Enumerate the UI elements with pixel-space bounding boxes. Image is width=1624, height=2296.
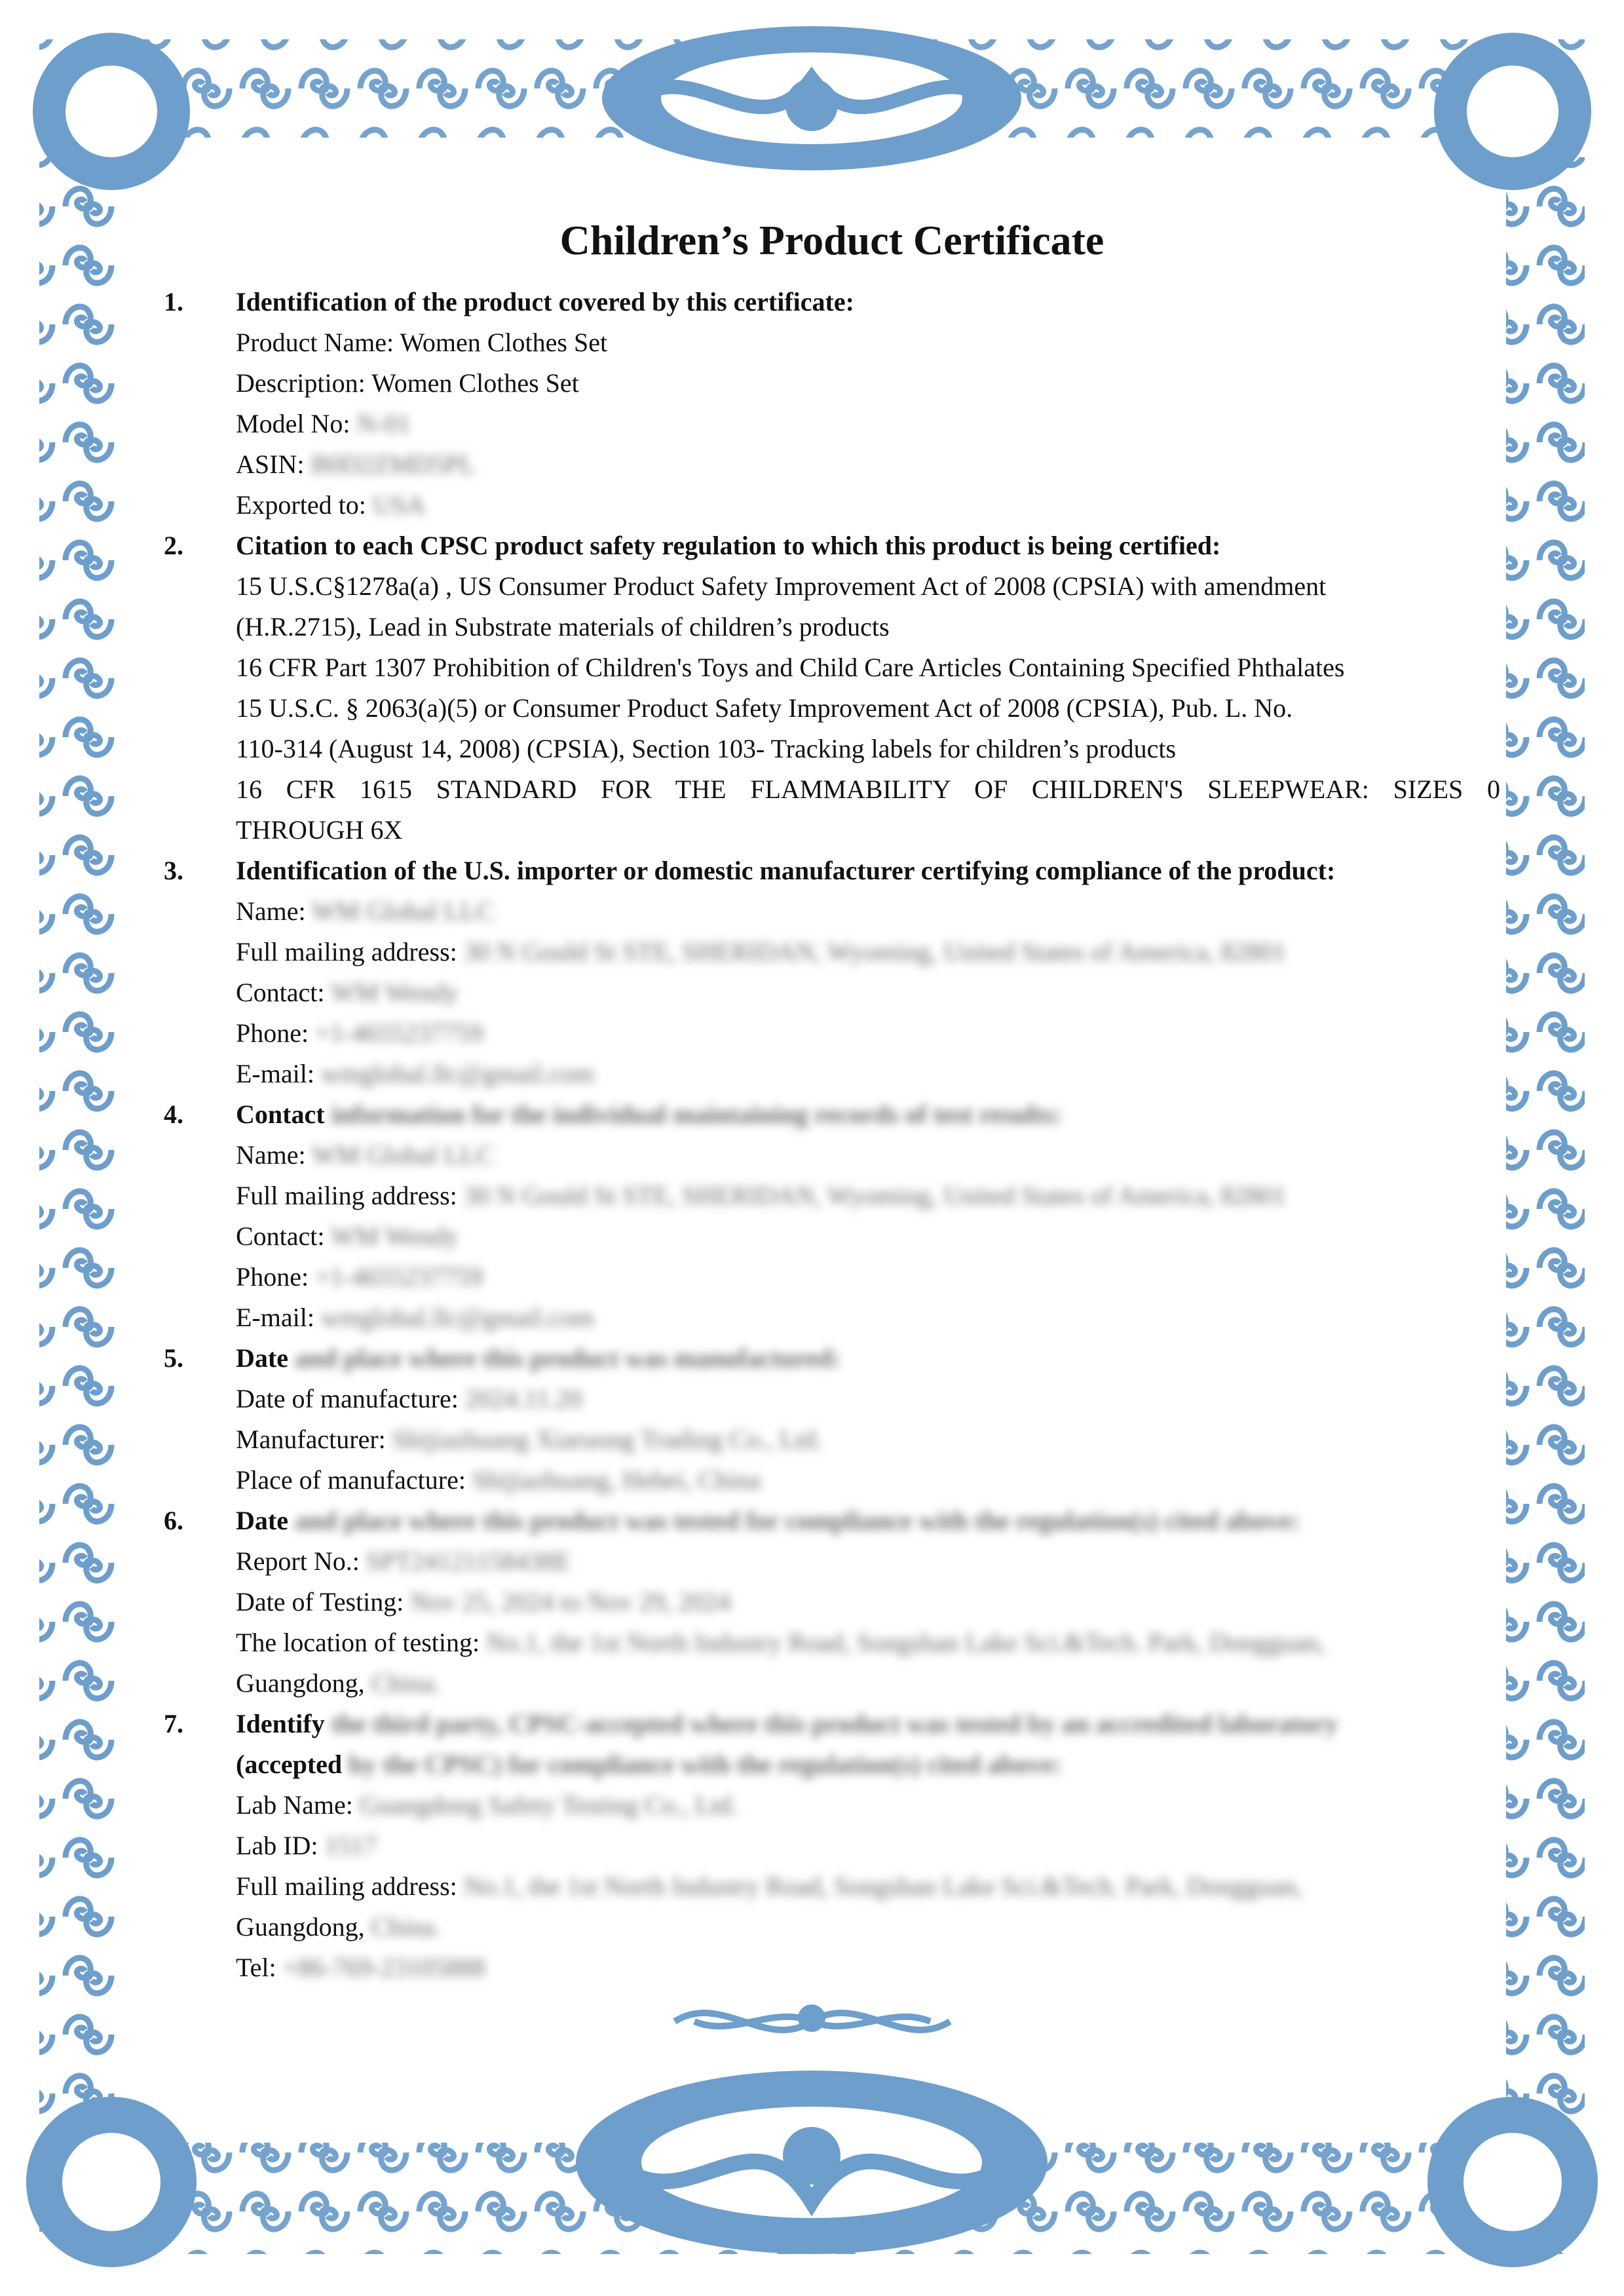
section-line xyxy=(236,566,1500,607)
section-line xyxy=(236,363,1500,404)
heading-text: Date xyxy=(236,1343,288,1373)
redacted-heading-text: by the CPSC) for compliance with the regulation(s) cited above: xyxy=(349,1750,1062,1779)
redacted-value: Shijiazhuang, Hebei, China xyxy=(472,1465,761,1495)
redacted-value: USA xyxy=(372,490,425,520)
line-label: Lab ID: xyxy=(236,1831,318,1860)
section-number: 7. xyxy=(164,1709,183,1738)
section-line xyxy=(236,607,1500,647)
redacted-value: +86-769-23105888 xyxy=(282,1953,485,1982)
section-heading xyxy=(236,526,1500,566)
heading-text: Contact xyxy=(236,1100,325,1129)
redacted-value: WM Wendy xyxy=(330,978,459,1007)
heading-text: Identification of the U.S. importer or domestic manufacturer certifying compliance of the product: xyxy=(236,856,1336,885)
section-line xyxy=(236,891,1500,932)
section-line xyxy=(236,972,1500,1013)
redacted-value: WM Wendy xyxy=(330,1221,459,1251)
line-label: Guangdong, xyxy=(236,1912,365,1942)
certificate-title: Children’s Product Certificate xyxy=(559,217,1105,263)
section-line xyxy=(236,769,1500,810)
section-line xyxy=(236,322,1500,363)
section-line xyxy=(236,404,1500,444)
redacted-value: 30 N Gould St STE, SHERIDAN, Wyoming, United States of America, 82801 xyxy=(463,1181,1287,1210)
top-crest xyxy=(602,26,1021,170)
heading-text: Identification of the product covered by this certificate: xyxy=(236,287,854,316)
line-label: 110-314 (August 14, 2008) (CPSIA), Section 103- Tracking labels for children’s products xyxy=(236,734,1177,763)
line-label: Name: xyxy=(236,1140,306,1170)
heading-text: Citation to each CPSC product safety regulation to which this product is being certified: xyxy=(236,531,1221,560)
section-line xyxy=(236,444,1500,485)
line-label: 16 CFR 1615 STANDARD FOR THE FLAMMABILITY OF CHILDREN'S SLEEPWEAR: SIZES 0 xyxy=(236,775,1500,804)
section-heading xyxy=(236,1704,1500,1744)
section-4 xyxy=(164,1094,1500,1338)
line-label: Exported to: xyxy=(236,490,366,520)
redacted-value: SPT24121158438E xyxy=(366,1546,571,1576)
section-heading xyxy=(236,1744,1500,1785)
redacted-value: B0D2ZMD5PL xyxy=(311,450,476,479)
section-line xyxy=(236,1135,1500,1176)
section-line xyxy=(236,1541,1500,1582)
section-line xyxy=(236,1176,1500,1216)
section-5 xyxy=(164,1338,1500,1501)
section-7 xyxy=(164,1704,1500,1988)
section-line xyxy=(236,1013,1500,1054)
certificate-content xyxy=(164,216,1500,1988)
line-label: The location of testing: xyxy=(236,1628,480,1657)
section-number: 2. xyxy=(164,531,183,560)
section-line xyxy=(236,1622,1500,1663)
section-number: 4. xyxy=(164,1100,183,1129)
section-number: 6. xyxy=(164,1506,183,1535)
redacted-heading-text: the third party, CPSC-accepted where this product was tested by an accredited laboratory xyxy=(331,1709,1338,1738)
line-label: (H.R.2715), Lead in Substrate materials of children’s products xyxy=(236,612,890,641)
line-label: E-mail: xyxy=(236,1303,314,1332)
section-line xyxy=(236,810,1500,851)
line-label: THROUGH 6X xyxy=(236,815,403,845)
redacted-value: N-01 xyxy=(356,409,411,438)
redacted-value: wmglobal.llc@gmail.com xyxy=(320,1303,594,1332)
line-label: Name: xyxy=(236,896,306,926)
line-label: 15 U.S.C. § 2063(a)(5) or Consumer Product Safety Improvement Act of 2008 (CPSIA), Pub. L. No. xyxy=(236,693,1293,723)
line-label: Date of Testing: xyxy=(236,1587,404,1617)
section-heading xyxy=(236,851,1500,891)
redacted-value: Shijiazhuang Xiaruong Trading Co., Ltd. xyxy=(392,1425,823,1454)
section-line xyxy=(236,647,1500,688)
section-line xyxy=(236,1947,1500,1988)
section-line xyxy=(236,1419,1500,1460)
section-line xyxy=(236,729,1500,769)
line-label: 16 CFR Part 1307 Prohibition of Children's Toys and Child Care Articles Containing Specified Phthalates xyxy=(236,653,1345,682)
section-line xyxy=(236,1460,1500,1501)
redacted-value: WM Global LLC xyxy=(311,1140,494,1170)
section-line xyxy=(236,1785,1500,1826)
section-3 xyxy=(164,851,1500,1094)
redacted-value: 1517 xyxy=(324,1831,377,1860)
section-line xyxy=(236,1216,1500,1257)
section-line xyxy=(236,1582,1500,1622)
section-number: 1. xyxy=(164,287,183,316)
section-line xyxy=(236,1379,1500,1419)
section-number: 5. xyxy=(164,1343,183,1373)
redacted-value: No.1, the 1st North Industry Road, Songshan Lake Sci.&Tech. Park, Dongguan, xyxy=(486,1628,1325,1657)
redacted-value: China. xyxy=(371,1668,441,1698)
redacted-heading-text: information for the individual maintaining records of test results: xyxy=(331,1100,1063,1129)
heading-text: Date xyxy=(236,1506,288,1535)
redacted-value: Guangdong Safety Testing Co., Ltd. xyxy=(359,1790,738,1820)
line-label: Tel: xyxy=(236,1953,276,1982)
redacted-value: Nov 25, 2024 to Nov 29, 2024 xyxy=(410,1587,731,1617)
line-label: 15 U.S.C§1278a(a) , US Consumer Product Safety Improvement Act of 2008 (CPSIA) with amendment xyxy=(236,571,1327,601)
line-label: Phone: xyxy=(236,1262,309,1292)
section-line xyxy=(236,1257,1500,1297)
redacted-heading-text: and place where this product was manufactured: xyxy=(294,1343,841,1373)
line-label: Description: Women Clothes Set xyxy=(236,368,579,398)
line-label: ASIN: xyxy=(236,450,305,479)
line-label: Place of manufacture: xyxy=(236,1465,466,1495)
border-left-band xyxy=(39,157,118,2136)
section-line xyxy=(236,1054,1500,1094)
section-line xyxy=(236,1663,1500,1704)
line-label: Contact: xyxy=(236,1221,325,1251)
section-line xyxy=(236,932,1500,972)
heading-text: Identify xyxy=(236,1709,325,1738)
section-line xyxy=(236,1866,1500,1907)
section-2 xyxy=(164,526,1500,851)
redacted-value: 2024.11.20 xyxy=(464,1384,582,1413)
redacted-value: No.1, the 1st North Industry Road, Songshan Lake Sci.&Tech. Park, Dongguan, xyxy=(463,1871,1303,1901)
section-line xyxy=(236,688,1500,729)
border-right-band xyxy=(1506,157,1585,2136)
divider-ornament xyxy=(675,2008,950,2030)
section-line xyxy=(236,485,1500,526)
redacted-value: China. xyxy=(371,1912,441,1942)
bottom-crest xyxy=(576,2071,1048,2254)
section-heading xyxy=(236,1338,1500,1379)
section-number: 3. xyxy=(164,856,183,885)
line-label: Full mailing address: xyxy=(236,1871,457,1901)
redacted-value: +1-4655237759 xyxy=(315,1018,483,1048)
line-label: Contact: xyxy=(236,978,325,1007)
redacted-value: 30 N Gould St STE, SHERIDAN, Wyoming, United States of America, 82801 xyxy=(463,937,1287,966)
heading-text: (accepted xyxy=(236,1750,343,1779)
section-heading xyxy=(236,1094,1500,1135)
line-label: Report No.: xyxy=(236,1546,360,1576)
section-line xyxy=(236,1297,1500,1338)
redacted-heading-text: and place where this product was tested for compliance with the regulation(s) cited above: xyxy=(294,1506,1300,1535)
line-label: Guangdong, xyxy=(236,1668,365,1698)
line-label: Date of manufacture: xyxy=(236,1384,459,1413)
line-label: Full mailing address: xyxy=(236,1181,457,1210)
redacted-value: +1-4655237759 xyxy=(315,1262,483,1292)
line-label: Phone: xyxy=(236,1018,309,1048)
section-line xyxy=(236,1907,1500,1947)
line-label: Model No: xyxy=(236,409,350,438)
line-label: Product Name: Women Clothes Set xyxy=(236,328,608,357)
section-6 xyxy=(164,1501,1500,1704)
line-label: E-mail: xyxy=(236,1059,314,1088)
section-heading xyxy=(236,1501,1500,1541)
certificate-sections xyxy=(164,282,1500,1988)
section-1 xyxy=(164,282,1500,526)
line-label: Manufacturer: xyxy=(236,1425,386,1454)
redacted-value: wmglobal.llc@gmail.com xyxy=(320,1059,594,1088)
line-label: Full mailing address: xyxy=(236,937,457,966)
line-label: Lab Name: xyxy=(236,1790,353,1820)
section-line xyxy=(236,1826,1500,1866)
section-heading xyxy=(236,282,1500,322)
redacted-value: WM Global LLC xyxy=(311,896,494,926)
